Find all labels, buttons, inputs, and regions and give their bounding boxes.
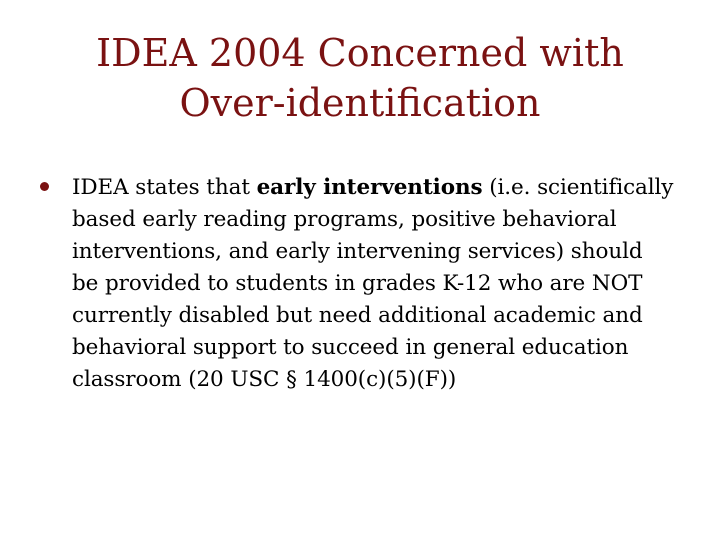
bullet-text-emphasis: early interventions (256, 175, 483, 200)
bullet-text-body: (i.e. scientifically based early reading programs, positive behavioral interventions, and early intervening services) should be provided to students in grades K-12 who are NOT currently disabled but need additional academic and behavioral support to succeed in general education classroom (20 USC § 1400(c)(5)(F)) (72, 175, 674, 392)
bullet-list (34, 172, 674, 396)
slide-title (60, 28, 660, 128)
slide-title-line-1: IDEA 2004 Concerned with (96, 31, 624, 75)
bullet-dot-icon (40, 182, 49, 191)
bullet-item (34, 172, 674, 396)
slide-title-line-2: Over-identification (179, 81, 541, 125)
bullet-text-lead: IDEA states that (72, 175, 257, 200)
